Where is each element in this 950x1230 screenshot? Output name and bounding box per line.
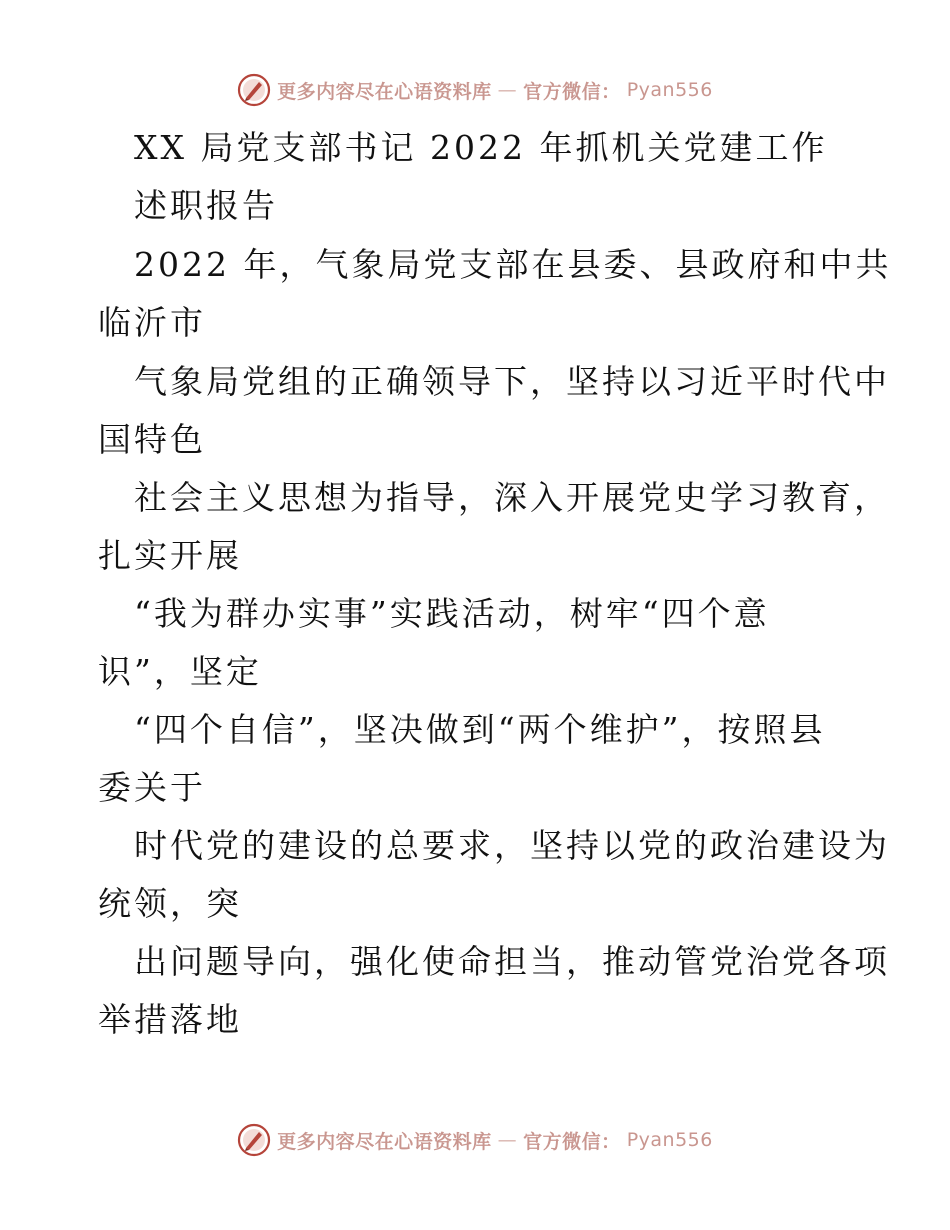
paragraph-line: “四个自信”，坚决做到“两个维护”，按照县 bbox=[134, 710, 826, 749]
watermark-header bbox=[0, 70, 950, 110]
paragraph-line: 举措落地 bbox=[98, 1000, 242, 1039]
watermark-main-text: 更多内容尽在心语资料库 bbox=[277, 1130, 492, 1153]
paragraph-line: 委关于 bbox=[98, 768, 206, 807]
paragraph-line: 统领，突 bbox=[98, 884, 242, 923]
watermark-label: 官方微信： bbox=[523, 1130, 621, 1153]
quill-logo-icon bbox=[237, 1123, 271, 1157]
paragraph-line: 扎实开展 bbox=[98, 536, 242, 575]
paragraph-line: 气象局党组的正确领导下，坚持以习近平时代中 bbox=[134, 362, 890, 401]
paragraph-line: 2022 年，气象局党支部在县委、县政府和中共 bbox=[134, 245, 892, 284]
paragraph-line: 国特色 bbox=[98, 420, 206, 459]
document-title-line-2: 述职报告 bbox=[134, 186, 278, 225]
paragraph-line: 识”，坚定 bbox=[98, 652, 262, 691]
watermark-label: 官方微信： bbox=[523, 80, 621, 103]
paragraph-line: “我为群办实事”实践活动，树牢“四个意 bbox=[134, 594, 770, 633]
watermark-separator: — bbox=[497, 79, 518, 101]
paragraph-line: 社会主义思想为指导，深入开展党史学习教育， bbox=[134, 478, 890, 517]
quill-logo-icon bbox=[237, 73, 271, 107]
watermark-id: Pyan556 bbox=[626, 79, 713, 101]
watermark-footer bbox=[0, 1120, 950, 1160]
paragraph-line: 临沂市 bbox=[98, 303, 206, 342]
watermark-main-text: 更多内容尽在心语资料库 bbox=[277, 80, 492, 103]
watermark-id: Pyan556 bbox=[626, 1129, 713, 1151]
paragraph-line: 出问题导向，强化使命担当，推动管党治党各项 bbox=[134, 942, 890, 981]
watermark-separator: — bbox=[497, 1129, 518, 1151]
document-title-line-1: XX 局党支部书记 2022 年抓机关党建工作 bbox=[134, 128, 828, 167]
paragraph-line: 时代党的建设的总要求，坚持以党的政治建设为 bbox=[134, 826, 890, 865]
